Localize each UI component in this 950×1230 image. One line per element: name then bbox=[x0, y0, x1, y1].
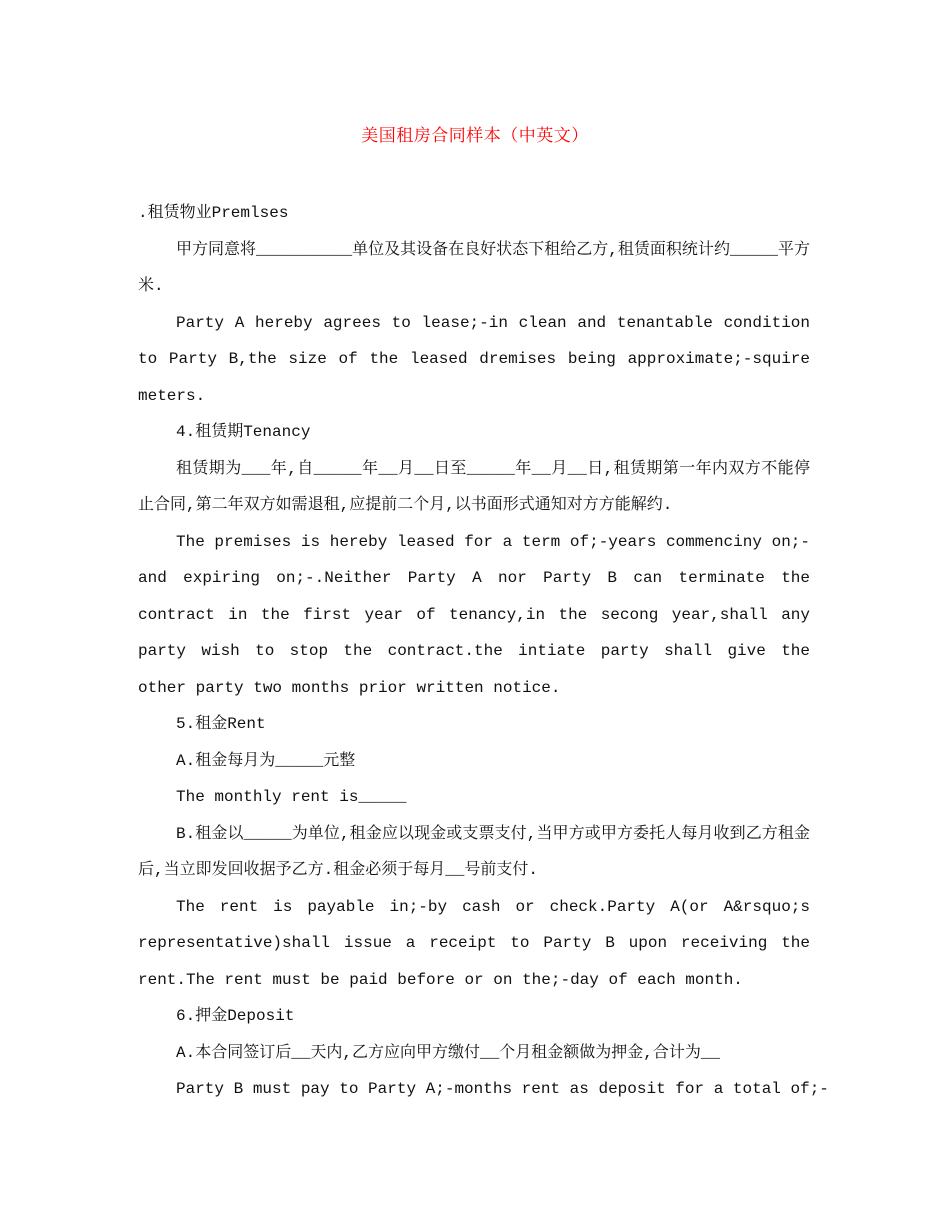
deposit-a-cn: A.本合同签订后__天内,乙方应向甲方缴付__个月租金额做为押金,合计为__ bbox=[176, 1043, 721, 1062]
tenancy-en-paragraph: The premises is hereby leased for a term of;-years commenciny on;-and expiring on;-.Neither Party A nor Party B can terminate the contract in the first year of tenancy,in the secong year,shall any party wish to stop the contract.the intiate party shall give the other party two months prior written notice. bbox=[138, 532, 810, 697]
page-title: 美国租房合同样本（中英文） bbox=[361, 126, 589, 146]
rent-a-en: The monthly rent is_____ bbox=[176, 788, 407, 806]
deposit-a-en: Party B must pay to Party A;-months rent as deposit for a total of;- bbox=[176, 1080, 829, 1098]
tenancy-heading: 4.租赁期Tenancy bbox=[176, 423, 311, 441]
premises-heading: .租赁物业Premlses bbox=[138, 204, 289, 222]
rent-a-cn: A.租金每月为_____元整 bbox=[176, 751, 356, 770]
tenancy-cn-paragraph: 租赁期为___年,自_____年__月__日至_____年__月__日,租赁期第一年内双方不能停止合同,第二年双方如需退租,应提前二个月,以书面形式通知对方方能解约. bbox=[138, 459, 810, 514]
document-body bbox=[138, 195, 829, 1108]
premises-en-paragraph: Party A hereby agrees to lease;-in clean and tenantable condition to Party B,the size of the leased dremises being approximate;-squire meters. bbox=[138, 313, 810, 405]
premises-cn-paragraph: 甲方同意将__________单位及其设备在良好状态下租给乙方,租赁面积统计约_____平方米. bbox=[138, 240, 810, 295]
deposit-heading: 6.押金Deposit bbox=[176, 1007, 295, 1025]
rent-b-en-paragraph: The rent is payable in;-by cash or check.Party A(or A&rsquo;s representative)shall issue a receipt to Party B upon receiving the rent.The rent must be paid before or on the;-day of each month. bbox=[138, 897, 810, 989]
rent-heading: 5.租金Rent bbox=[176, 715, 266, 733]
rent-b-cn-paragraph: B.租金以_____为单位,租金应以现金或支票支付,当甲方或甲方委托人每月收到乙方租金后,当立即发回收据予乙方.租金必须于每月__号前支付. bbox=[138, 824, 810, 879]
